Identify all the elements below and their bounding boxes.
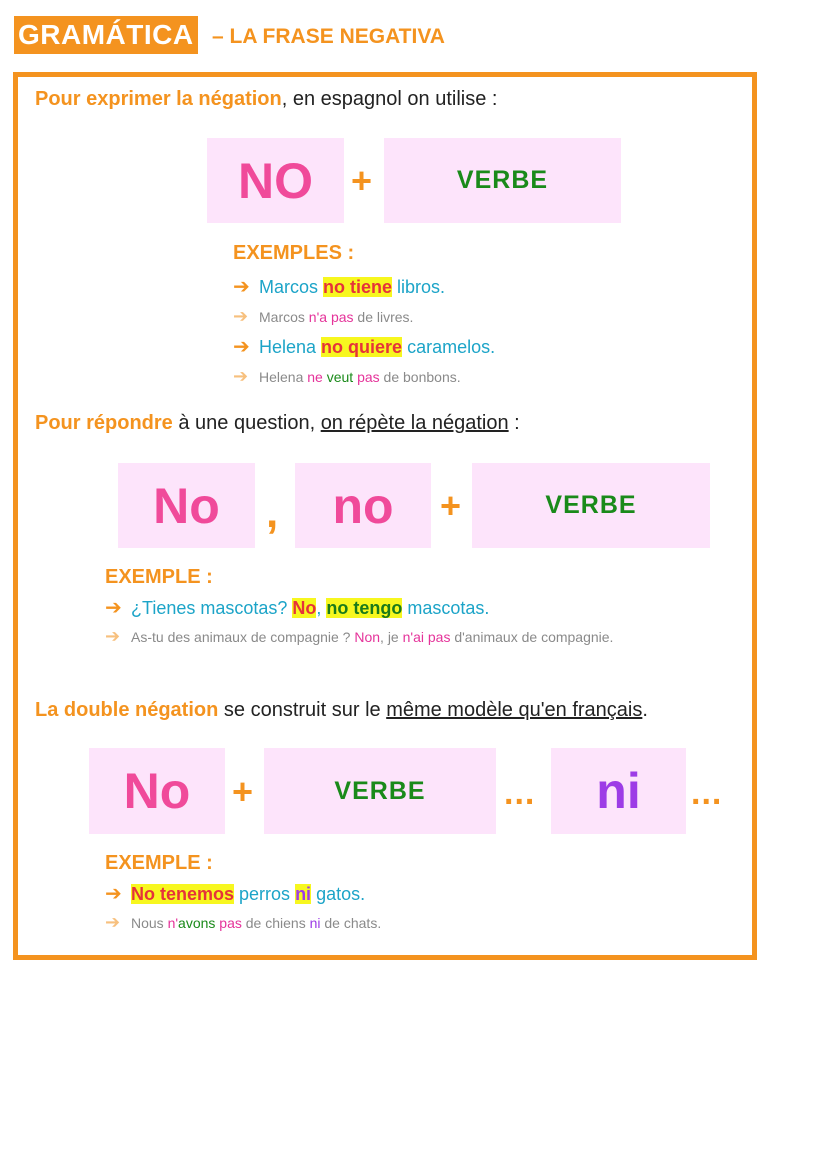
page-title: – LA FRASE NEGATIVA: [212, 25, 445, 48]
example-text: libros.: [392, 277, 446, 297]
example-text: ,: [316, 598, 327, 618]
verbe-box: [264, 748, 496, 834]
no-label: no: [332, 477, 394, 534]
example-text: gatos.: [311, 884, 366, 904]
translation-line: [233, 366, 461, 387]
section3-lead-text: .: [642, 699, 648, 721]
translation-text: Nous: [131, 915, 168, 931]
right-arrow-icon: ➔: [105, 883, 122, 905]
translation-line: [105, 626, 613, 647]
translation-negation: n'a: [308, 309, 328, 325]
highlight-negation: no tiene: [323, 277, 393, 297]
example-text: perros: [234, 884, 296, 904]
ellipsis: ...: [691, 774, 723, 812]
highlight-ni: ni: [295, 884, 312, 904]
section1-lead-rest: , en espagnol on utilise :: [281, 88, 498, 110]
verbe-label: VERBE: [456, 166, 549, 194]
translation-negation: ne: [307, 369, 323, 385]
right-arrow-icon: ➔: [233, 276, 250, 298]
translation-negation: pas: [330, 309, 354, 325]
example-text: caramelos.: [402, 337, 496, 357]
highlight-negation: no tengo: [326, 598, 403, 618]
example-text: mascotas.: [402, 598, 490, 618]
verbe-label: VERBE: [545, 491, 637, 519]
translation-line: [105, 912, 381, 933]
no-label: No: [123, 763, 191, 819]
no-label: NO: [238, 152, 313, 209]
translation-text: Helena: [259, 369, 308, 385]
translation-text: de chats.: [320, 915, 382, 931]
example-heading: EXEMPLE :: [105, 852, 213, 874]
example-heading: EXEMPLE :: [105, 566, 213, 588]
translation-verb: avons: [178, 915, 216, 931]
section3-lead-text: se construit sur le: [218, 699, 387, 721]
example-line: [233, 334, 495, 359]
translation-text: Marcos: [259, 309, 309, 325]
no-box: [89, 748, 225, 834]
page-title-tag: GRAMÁTICA: [14, 16, 198, 54]
translation-negation: n': [167, 915, 179, 931]
translation-text: , je: [380, 629, 403, 645]
translation-text: de chiens: [241, 915, 310, 931]
plus-sign: +: [232, 771, 254, 812]
right-arrow-icon: ➔: [233, 306, 249, 326]
verbe-box: [384, 138, 621, 223]
translation-negation: n'ai: [402, 629, 424, 645]
no-label: No: [153, 477, 220, 534]
right-arrow-icon: ➔: [105, 626, 121, 646]
plus-sign: +: [440, 485, 462, 526]
ni-label: ni: [596, 763, 641, 819]
translation-negation: pas: [357, 369, 380, 385]
highlight-negation: No: [292, 598, 317, 618]
right-arrow-icon: ➔: [233, 336, 250, 358]
section3-lead-underline: même modèle qu'en français: [386, 699, 643, 721]
right-arrow-icon: ➔: [105, 597, 122, 619]
examples-heading: EXEMPLES :: [233, 242, 355, 264]
translation-line: [233, 306, 413, 327]
translation-negation: pas: [219, 915, 242, 931]
highlight-negation: no quiere: [321, 337, 403, 357]
section1-lead-bold: Pour exprimer la négation: [35, 88, 282, 110]
example-line: [105, 881, 365, 906]
verbe-box: [472, 463, 710, 548]
example-line: [233, 274, 445, 299]
translation-text: d'animaux de compagnie.: [450, 629, 614, 645]
section2-lead-bold: Pour répondre: [35, 412, 173, 434]
example-text: ¿Tienes mascotas?: [131, 598, 293, 618]
no-box: [118, 463, 255, 548]
translation-ni: ni: [309, 915, 321, 931]
section1-lead: [35, 88, 497, 111]
section3-lead-bold: La double négation: [35, 699, 219, 721]
verbe-label: VERBE: [334, 776, 426, 805]
example-text: Marcos: [259, 277, 324, 297]
section2-lead-text: :: [508, 412, 520, 434]
right-arrow-icon: ➔: [233, 366, 249, 386]
translation-text: de livres.: [353, 309, 414, 325]
right-arrow-icon: ➔: [105, 912, 121, 932]
plus-sign: +: [351, 160, 373, 201]
translation-negation: Non: [354, 629, 381, 645]
translation-verb: veut: [326, 369, 354, 385]
no-box: [295, 463, 431, 548]
example-line: [105, 595, 489, 620]
ni-box: [551, 748, 686, 834]
highlight-negation: No tenemos: [131, 884, 235, 904]
section2-lead-text: à une question,: [172, 412, 321, 434]
no-box: [207, 138, 344, 223]
section2-lead: [35, 412, 520, 435]
example-text: Helena: [259, 337, 322, 357]
translation-text: de bonbons.: [379, 369, 461, 385]
section2-lead-underline: on répète la négation: [320, 412, 509, 434]
translation-negation: pas: [427, 629, 451, 645]
section3-lead: [35, 699, 648, 722]
ellipsis: ...: [504, 774, 536, 812]
comma-sign: ,: [266, 488, 279, 537]
translation-text: As-tu des animaux de compagnie ?: [131, 629, 355, 645]
